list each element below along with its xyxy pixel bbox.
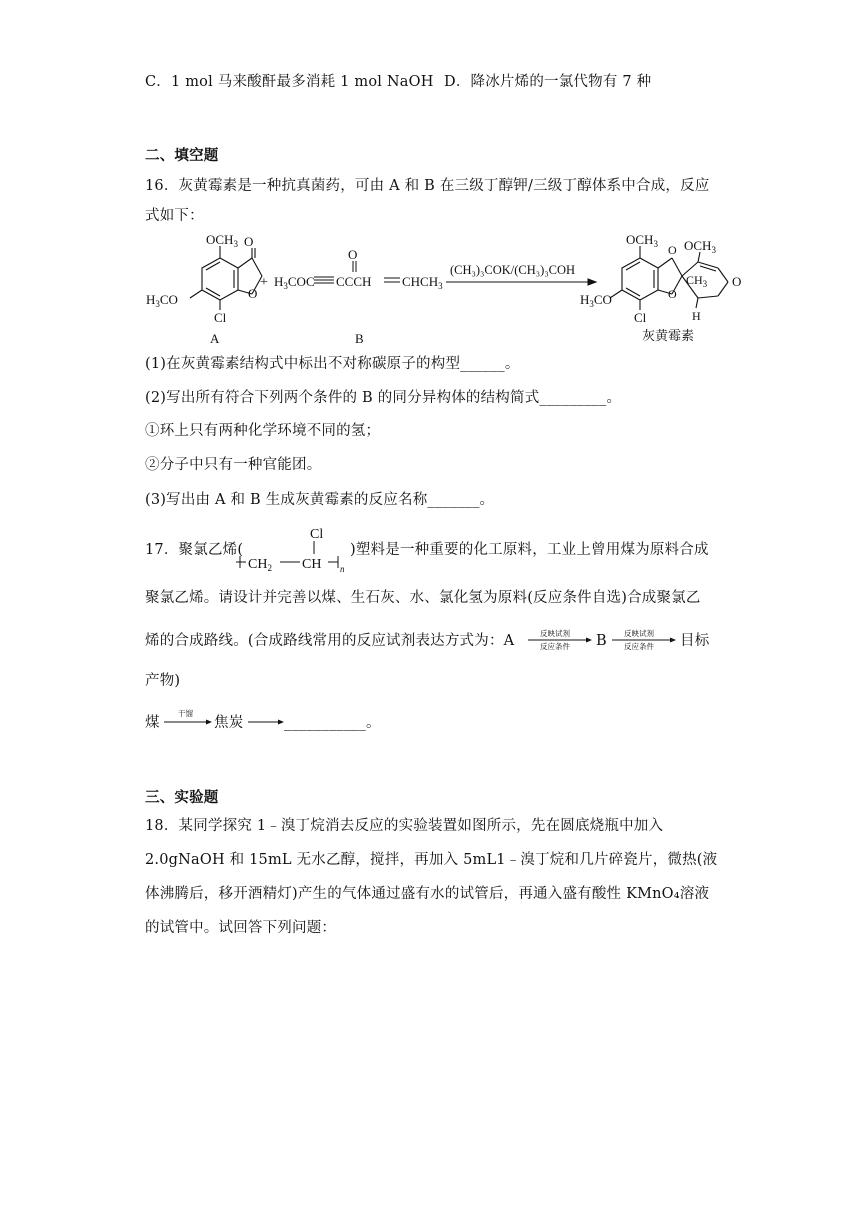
label-a: A: [210, 331, 220, 346]
svg-text:O: O: [248, 286, 258, 301]
option-d: D．降冰片烯的一氯代物有 7 种: [444, 74, 652, 90]
pvc-structure: [234, 518, 354, 574]
svg-text:H3CO: $H_3CO$: [580, 292, 612, 309]
route-cond: 干馏: [178, 709, 193, 718]
svg-text:H3COC: $H_3COC$: [274, 274, 315, 291]
section-title-fill-in: 二、填空题: [145, 147, 219, 164]
svg-text:CCCH: CCCH: [336, 274, 372, 289]
svg-text:O: O: [348, 247, 358, 262]
arrow1-bottom: 反应条件: [540, 642, 570, 651]
option-c: C．1 mol 马来酸酐最多消耗 1 mol NaOH: [145, 74, 434, 90]
svg-text:Cl: Cl: [634, 310, 647, 325]
svg-text:O: O: [732, 274, 742, 289]
arrow2-bottom: 反应条件: [624, 642, 654, 651]
q18-line4: 的试管中。试回答下列问题：: [145, 920, 337, 936]
route-end: ___________。: [284, 715, 381, 731]
q16-sub1: (1)在灰黄霉素结构式中标出不对称碳原子的构型______。: [145, 356, 520, 372]
q17-line3: 烯的合成路线。(合成路线常用的反应试剂表达方式为：A: [145, 633, 515, 649]
svg-text:CH2: $CH_2$: [248, 557, 272, 573]
reaction-condition: (CH₃)₃COK/(CH₃)₃COH: [450, 263, 576, 277]
q16-text-line2: 式如下：: [145, 208, 204, 224]
q17-suffix: )塑料是一种重要的化工原料，工业上曾用煤为原料合成: [350, 542, 709, 558]
label-b: B: [355, 331, 364, 346]
q17-target: 目标: [680, 633, 710, 649]
label-product: 灰黄霉素: [642, 329, 695, 344]
arrow2-top: 反映试剂: [624, 629, 654, 638]
q16-cond1: ①环上只有两种化学环境不同的氢；: [145, 423, 381, 439]
q16-text-line1: 16．灰黄霉素是一种抗真菌药，可由 A 和 B 在三级丁醇钾/三级丁醇体系中合成，反应: [145, 178, 710, 194]
svg-text:OCH3: $OCH_3$: [206, 232, 238, 249]
reaction-scheme: [140, 228, 760, 348]
route-start: 煤: [145, 715, 160, 731]
svg-text:O: O: [668, 243, 677, 257]
q18-line3: 体沸腾后，移开酒精灯)产生的气体通过盛有水的试管后，再通入盛有酸性 KMnO₄溶液: [145, 886, 710, 902]
svg-text:Cl: Cl: [214, 310, 227, 325]
svg-text:H3CO: $H_3CO$: [146, 292, 178, 309]
svg-text:OCH3: $OCH_3$: [684, 238, 716, 255]
q16-cond2: ②分子中只有一种官能团。: [145, 457, 322, 473]
q17-line2: 聚氯乙烯。请设计并完善以煤、生石灰、水、氯化氢为原料(反应条件自选)合成聚氯乙: [145, 590, 701, 606]
q17-prefix: 17．聚氯乙烯(: [145, 542, 244, 558]
section-title-experiment: 三、实验题: [145, 789, 219, 806]
svg-text:H: H: [692, 309, 701, 323]
q18-line1: 18．某同学探究 1﹣溴丁烷消去反应的实验装置如图所示，先在圆底烧瓶中加入: [145, 818, 664, 834]
svg-text:Cl: Cl: [310, 527, 324, 542]
route-mid: 焦炭: [214, 715, 244, 731]
q16-sub3: (3)写出由 A 和 B 生成灰黄霉素的反应名称_______。: [145, 492, 495, 508]
q16-sub2: (2)写出所有符合下列两个条件的 B 的同分异构体的结构简式_________。: [145, 390, 622, 406]
arrow1-top: 反映试剂: [540, 629, 570, 638]
svg-text:+: +: [260, 275, 268, 290]
route-arrow-2: [246, 712, 286, 732]
q18-line2: 2.0gNaOH 和 15mL 无水乙醇，搅拌，再加入 5mL1﹣溴丁烷和几片碎瓷片，微热(液: [145, 852, 718, 868]
svg-text:CH: CH: [302, 557, 322, 572]
q17-b: B: [596, 633, 607, 649]
example-arrow-1: [526, 628, 594, 652]
svg-text:O: O: [668, 287, 677, 301]
example-arrow-2: [610, 628, 678, 652]
svg-text:O: O: [244, 234, 254, 249]
svg-text:n: n: [340, 564, 345, 574]
svg-text:CHCH3: $CHCH_3$: [402, 274, 443, 291]
q17-line4: 产物): [145, 673, 181, 689]
svg-text:CH3: $CH_3$: [686, 273, 708, 289]
route-arrow-1: [162, 708, 214, 730]
svg-text:OCH3: $OCH_3$: [626, 232, 658, 249]
